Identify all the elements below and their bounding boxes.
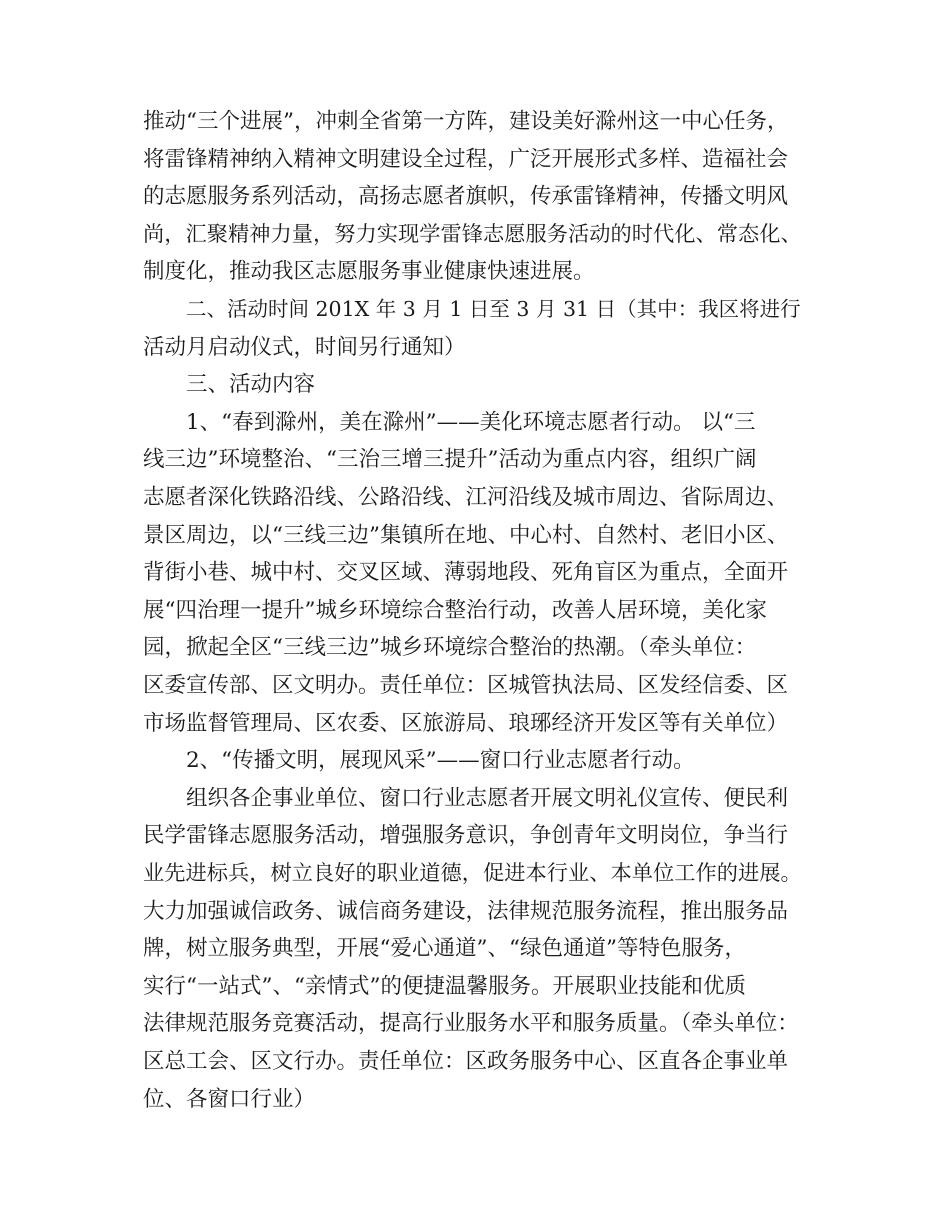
- text-line: 市场监督管理局、区农委、区旅游局、琅琊经济开发区等有关单位）: [143, 710, 789, 736]
- text-line: 的志愿服务系列活动，高扬志愿者旗帜，传承雷锋精神，传播文明风: [143, 184, 789, 210]
- text-line: 志愿者深化铁路沿线、公路沿线、江河沿线及城市周边、省际周边、: [143, 485, 789, 510]
- text-line: 三、活动内容: [186, 372, 316, 398]
- text-line: 区委宣传部、区文明办。责任单位：区城管执法局、区发经信委、区: [143, 673, 789, 698]
- text-line: 组织各企事业单位、窗口行业志愿者开展文明礼仪宣传、便民利: [186, 785, 789, 811]
- text-line: 二、活动时间 201X 年 3 月 1 日至 3 月 31 日（其中：我区将进行: [186, 297, 801, 321]
- text-line: 法律规范服务竞赛活动，提高行业服务水平和服务质量。（牵头单位：: [143, 1011, 799, 1037]
- text-line: 位、各窗口行业）: [143, 1086, 316, 1112]
- text-line: 背街小巷、城中村、交叉区域、薄弱地段、死角盲区为重点，全面开: [143, 560, 789, 586]
- text-line: 区总工会、区文行办。责任单位：区政务服务中心、区直各企事业单: [143, 1049, 789, 1074]
- text-line: 将雷锋精神纳入精神文明建设全过程，广泛开展形式多样、造福社会: [143, 146, 789, 172]
- text-line: 实行“一站式”、“亲情式”的便捷温馨服务。开展职业技能和优质: [143, 973, 746, 999]
- text-line: 园，掀起全区“三线三边”城乡环境综合整治的热潮。（牵头单位：: [143, 635, 757, 661]
- text-line: 业先进标兵，树立良好的职业道德，促进本行业、本单位工作的进展。: [143, 861, 802, 886]
- text-line: 大力加强诚信政务、诚信商务建设，法律规范服务流程，推出服务品: [143, 898, 789, 924]
- text-line: 尚，汇聚精神力量，努力实现学雷锋志愿服务活动的时代化、常态化、: [143, 221, 802, 247]
- text-line: 景区周边，以“三线三边”集镇所在地、中心村、自然村、老旧小区、: [143, 522, 789, 548]
- text-line: 活动月启动仪式，时间另行通知）: [143, 334, 466, 360]
- text-line: 展“四治理一提升”城乡环境综合整治行动，改善人居环境，美化家: [143, 597, 767, 623]
- text-line: 民学雷锋志愿服务活动，增强服务意识，争创青年文明岗位，争当行: [143, 823, 789, 849]
- text-line: 线三边”环境整治、“三治三增三提升”活动为重点内容，组织广阔: [143, 447, 757, 473]
- text-line: 牌，树立服务典型，开展“爱心通道”、“绿色通道”等特色服务，: [143, 936, 746, 962]
- text-line: 制度化，推动我区志愿服务事业健康快速进展。: [143, 259, 595, 285]
- text-line: 2、“传播文明，展现风采”——窗口行业志愿者行动。: [186, 748, 695, 774]
- text-line: 1、“春到滁州，美在滁州”——美化环境志愿者行动。 以“三: [186, 409, 756, 435]
- text-line: 推动“三个进展”，冲刺全省第一方阵，建设美好滁州这一中心任务，: [143, 109, 789, 134]
